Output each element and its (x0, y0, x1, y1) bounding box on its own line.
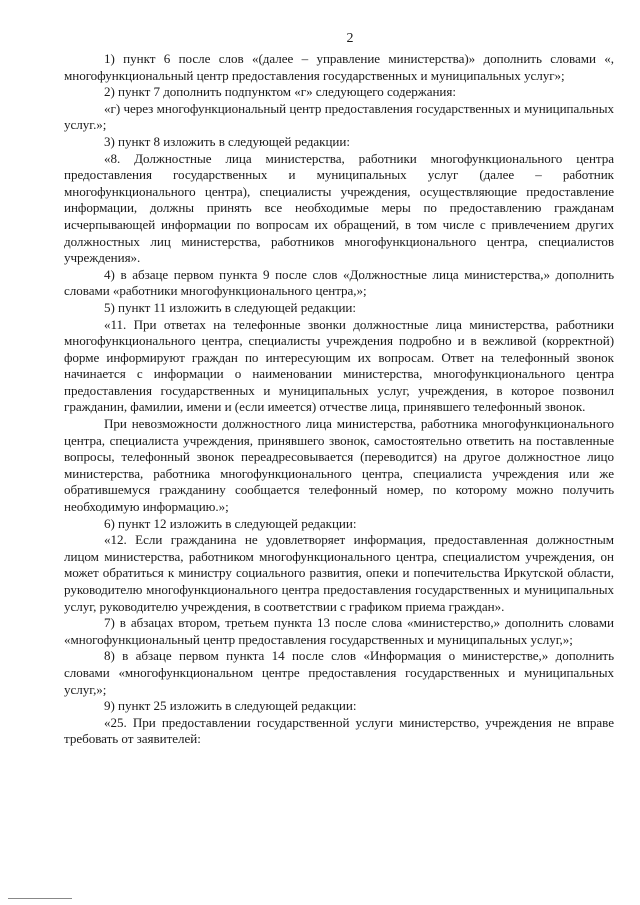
page-number: 2 (346, 31, 354, 46)
paragraph-item-7: 7) в абзацах втором, третьем пункта 13 после слова «министерство,» дополнить словами «многофункциональный центр предоставления государственных и муниципальных услуг,»; (64, 615, 614, 647)
paragraph-subitem-g: «г) через многофункциональный центр предоставления государственных и муниципальных услуг.»; (64, 100, 614, 133)
paragraph-item-2: 2) пункт 7 дополнить подпунктом «г» следующего содержания: (104, 84, 456, 100)
paragraph-clause-8: «8. Должностные лица министерства, работники многофункционального центра предоставления государственных и муниципальных услуг (далее – работник многофункционального центра), специалисты учреждения, осуществляющие предоставление информации, должны принять все необходимые меры по предоставлению гражданам исчерпывающей информации по вопросам их обращений, в том числе с привлечением других должностных лиц министерства, работников многофункционального центра, специалистов учреждения». (64, 150, 614, 266)
footer-rule (8, 898, 72, 899)
paragraph-item-1: 1) пункт 6 после слов «(далее – управление министерства)» дополнить словами «, многофункциональный центр предоставления государственных и муниципальных услуг»; (64, 51, 614, 83)
paragraph-clause-11-second: При невозможности должностного лица министерства, работника многофункционального центра, специалиста учреждения, принявшего звонок, самостоятельно ответить на поставленные вопросы, телефонный звонок переадресовывается (переводится) на другое должностное лицо министерства, работника многофункционального центра, специалиста учреждения или же обратившемуся гражданину сообщается телефонный номер, по которому можно получить необходимую информацию.»; (64, 416, 614, 515)
paragraph-item-3: 3) пункт 8 изложить в следующей редакции: (104, 133, 350, 149)
paragraph-item-6: 6) пункт 12 изложить в следующей редакции: (104, 515, 357, 531)
paragraph-item-5: 5) пункт 11 изложить в следующей редакции: (104, 299, 356, 315)
paragraph-clause-12: «12. Если гражданина не удовлетворяет информация, предоставленная должностным лицом министерства, работником многофункционального центра, специалистом учреждения, он может обратиться к министру социального развития, опеки и попечительства Иркутской области, руководителю многофункционального центра предоставления государственных и муниципальных услуг, руководителю учреждения, в соответствии с графиком приема граждан». (64, 532, 614, 614)
document-body (64, 51, 614, 748)
paragraph-clause-11: «11. При ответах на телефонные звонки должностные лица министерства, работники многофункционального центра, специалисты учреждения подробно и в вежливой (корректной) форме информируют граждан по интересующим их вопросам. Ответ на телефонный звонок начинается с информации о наименовании министерства, многофункционального центра предоставления государственных и муниципальных услуг, учреждения, в которое позвонил гражданин, фамилии, имени и (если имеется) отчестве лица, принявшего телефонный звонок. (64, 316, 614, 415)
paragraph-clause-25: «25. При предоставлении государственной услуги министерство, учреждения не вправе требовать от заявителей: (64, 714, 614, 747)
paragraph-item-4: 4) в абзаце первом пункта 9 после слов «Должностные лица министерства,» дополнить словами «работники многофункционального центра,»; (64, 266, 614, 299)
paragraph-item-9: 9) пункт 25 изложить в следующей редакции: (104, 698, 357, 714)
paragraph-item-8: 8) в абзаце первом пункта 14 после слов «Информация о министерстве,» дополнить словами «многофункциональном центре предоставления государственных и муниципальных услуг,»; (64, 648, 614, 697)
